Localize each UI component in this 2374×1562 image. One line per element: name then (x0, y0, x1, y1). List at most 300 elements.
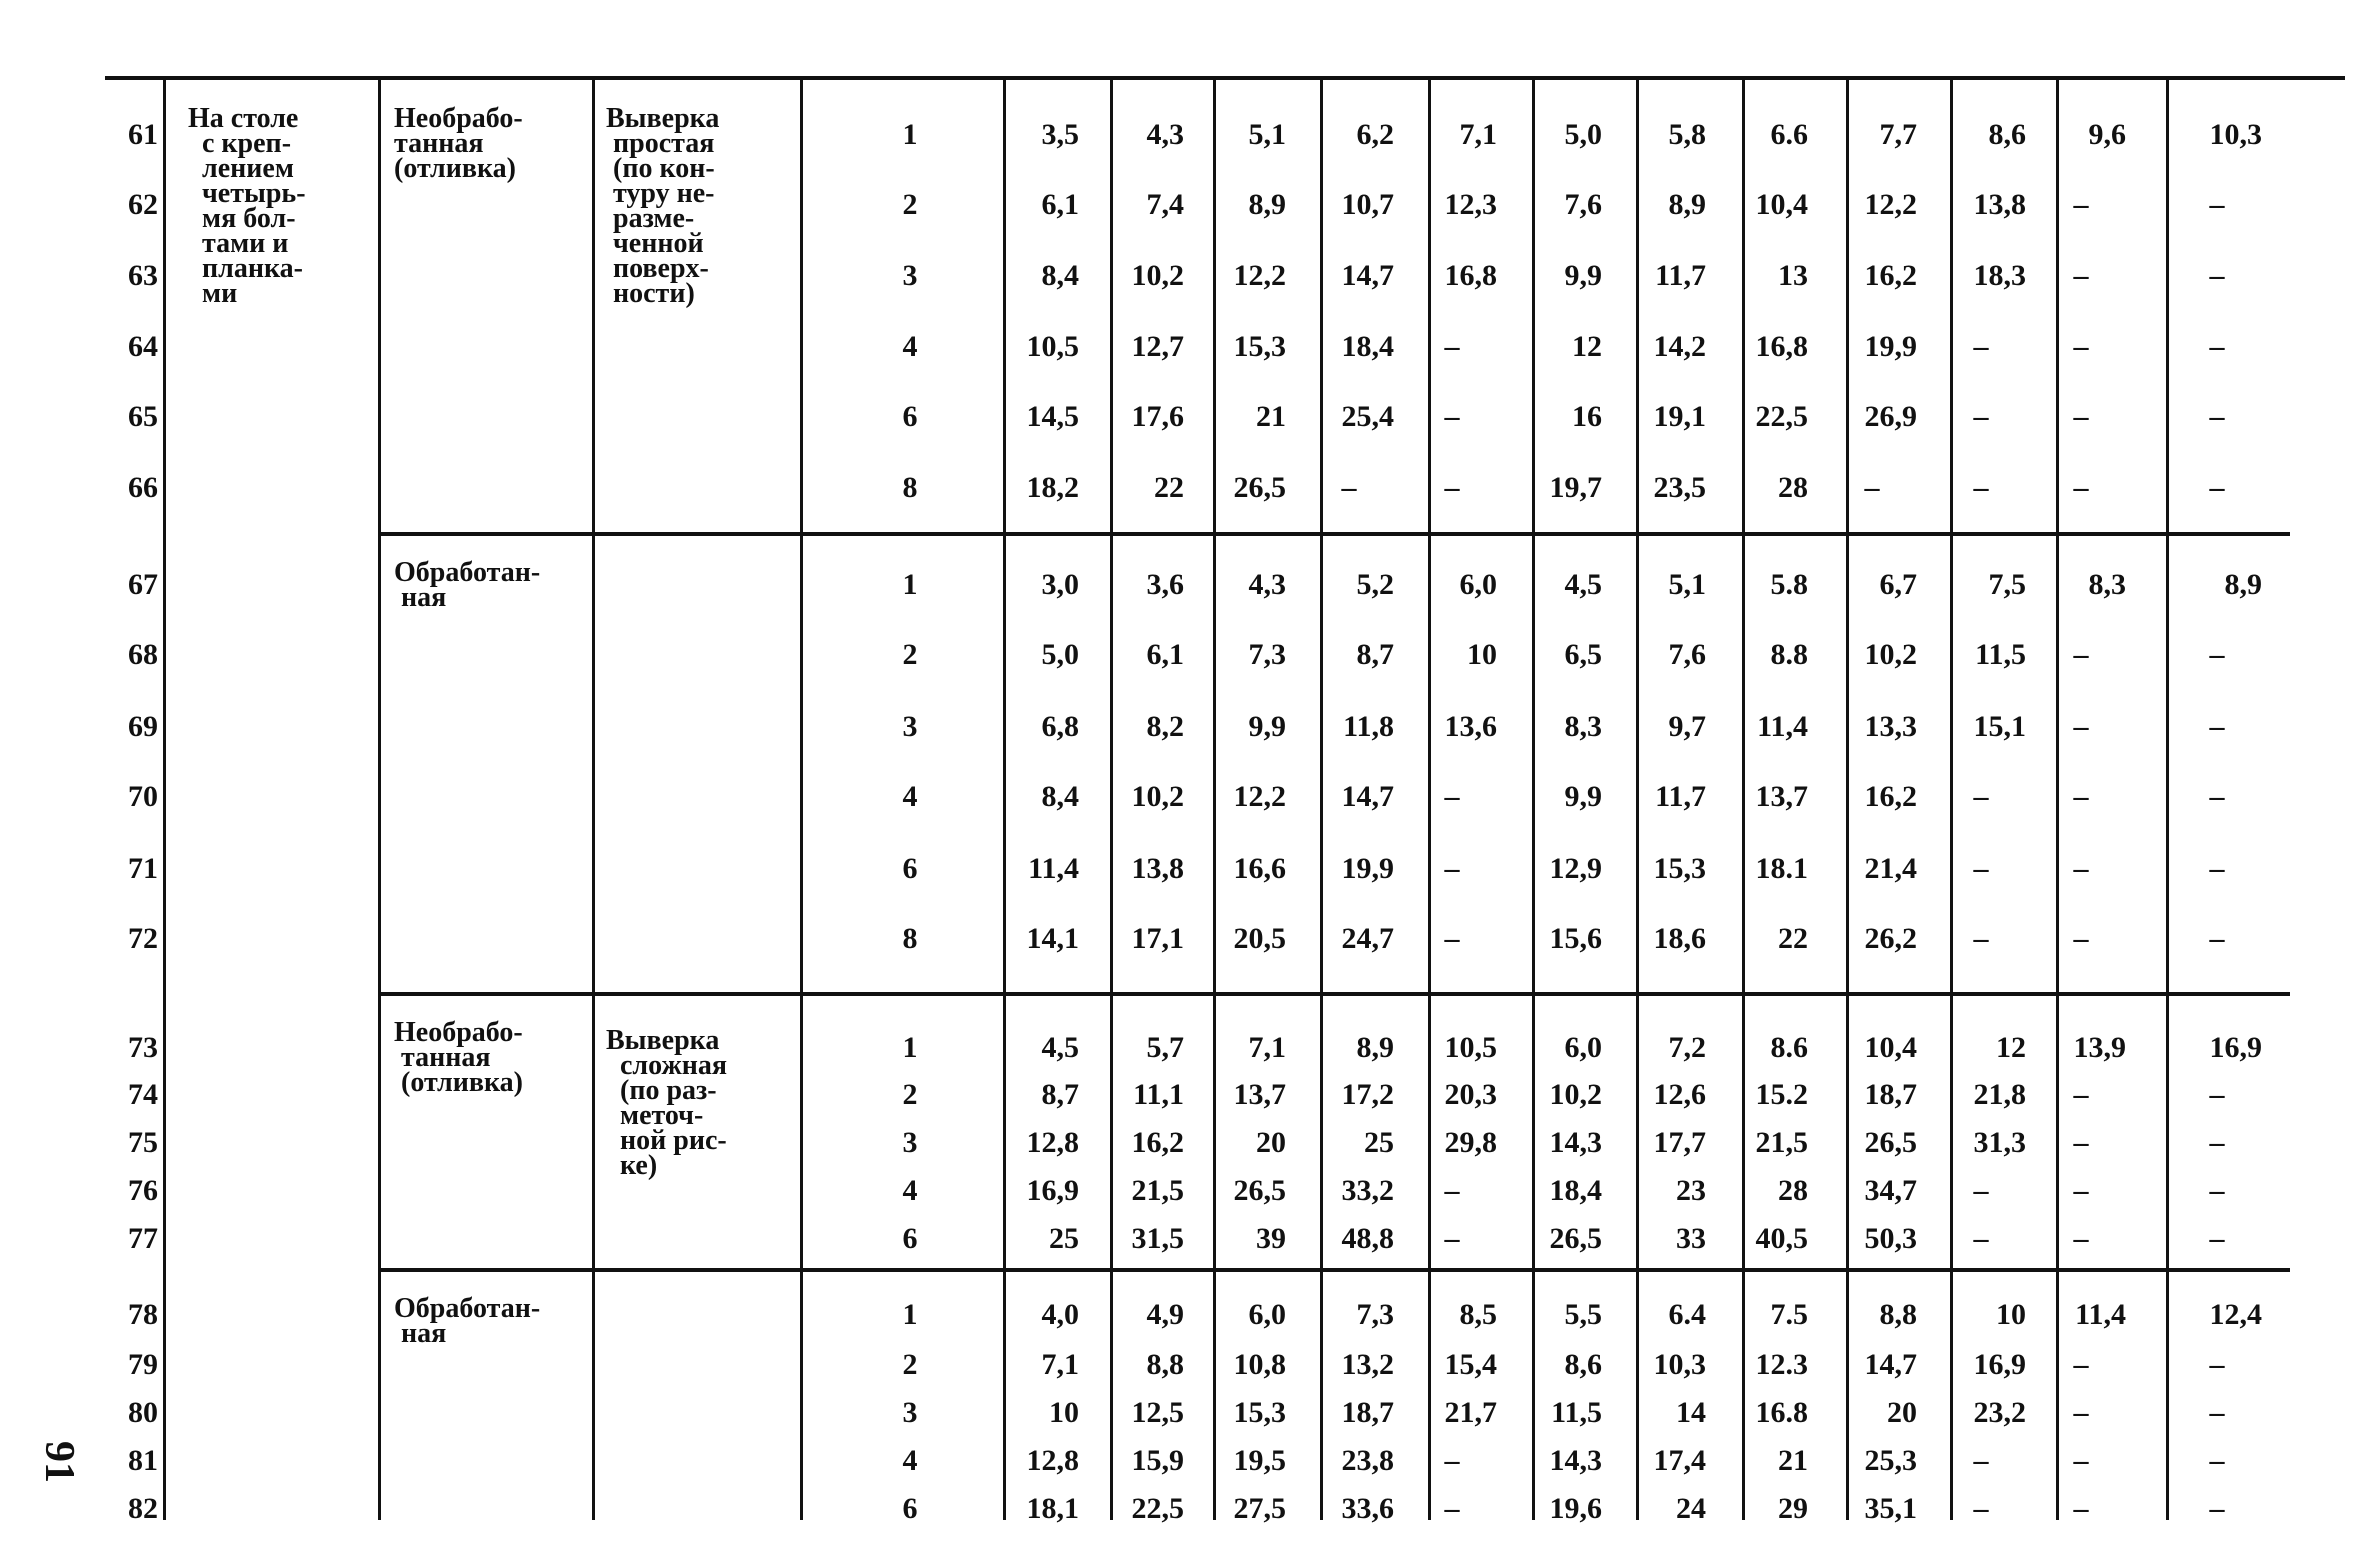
row-key: 1 (902, 568, 918, 601)
table-cell: 12,5 (1131, 1396, 1184, 1429)
table-cell: 20,3 (1444, 1078, 1497, 1111)
table-cell: – (1444, 780, 1460, 813)
table-cell: 12,6 (1653, 1078, 1706, 1111)
column-rule (800, 80, 803, 1520)
table-cell: 16,9 (2209, 1031, 2262, 1064)
table-cell: 7,5 (1988, 568, 2026, 601)
table-cell: 8,2 (1146, 710, 1184, 743)
top-rule (105, 76, 2345, 80)
table-cell: 4,3 (1248, 568, 1286, 601)
table-cell: 6,1 (1041, 188, 1079, 221)
table-cell: 12 (1996, 1031, 2026, 1064)
row-key: 1 (902, 1298, 918, 1331)
table-cell: 7,1 (1248, 1031, 1286, 1064)
row-number: 78 (128, 1298, 158, 1331)
table-cell: 22 (1154, 471, 1184, 504)
table-cell: 12,3 (1444, 188, 1497, 221)
table-cell: 7,2 (1668, 1031, 1706, 1064)
table-cell: 13,2 (1341, 1348, 1394, 1381)
table-cell: – (1444, 1492, 1460, 1525)
table-cell: 10,5 (1026, 330, 1079, 363)
table-cell: 19,9 (1341, 852, 1394, 885)
table-cell: 35,1 (1864, 1492, 1917, 1525)
table-cell: – (1973, 1492, 1989, 1525)
table-cell: 31,3 (1973, 1126, 2026, 1159)
table-cell: – (2209, 400, 2225, 433)
table-cell: – (1444, 1174, 1460, 1207)
table-cell: – (1973, 852, 1989, 885)
table-cell: – (2209, 188, 2225, 221)
row-key: 3 (902, 1126, 918, 1159)
table-cell: 25 (1049, 1222, 1079, 1255)
table-cell: 21,7 (1444, 1396, 1497, 1429)
row-number: 73 (128, 1031, 158, 1064)
table-cell: – (2209, 1348, 2225, 1381)
table-cell: 3,0 (1041, 568, 1079, 601)
table-cell: 12,4 (2209, 1298, 2262, 1331)
table-cell: 16,9 (1026, 1174, 1079, 1207)
table-cell: 7,7 (1879, 118, 1917, 151)
table-cell: 9,7 (1668, 710, 1706, 743)
table-cell: 6,1 (1146, 638, 1184, 671)
table-cell: 5,8 (1668, 118, 1706, 151)
table-cell: – (2209, 710, 2225, 743)
table-cell: 26,5 (1233, 1174, 1286, 1207)
table-cell: 15,3 (1653, 852, 1706, 885)
table-cell: 23,5 (1653, 471, 1706, 504)
table-cell: 3,5 (1041, 118, 1079, 151)
table-cell: 5,0 (1041, 638, 1079, 671)
table-cell: 25 (1364, 1126, 1394, 1159)
table-cell: 12,2 (1233, 780, 1286, 813)
table-cell: 40,5 (1755, 1222, 1808, 1255)
row-key: 1 (902, 1031, 918, 1064)
row-number: 77 (128, 1222, 158, 1255)
column-rule (592, 80, 595, 1520)
table-cell: 8.6 (1770, 1031, 1808, 1064)
table-cell: 25,4 (1341, 400, 1394, 433)
table-cell: 8,4 (1041, 259, 1079, 292)
table-cell: – (1444, 852, 1460, 885)
table-cell: – (1444, 922, 1460, 955)
table-cell: – (1973, 330, 1989, 363)
row-number: 81 (128, 1444, 158, 1477)
row-key: 3 (902, 710, 918, 743)
table-cell: – (1444, 1222, 1460, 1255)
table-cell: – (1341, 471, 1357, 504)
table-cell: 12,9 (1549, 852, 1602, 885)
table-cell: – (2073, 1444, 2089, 1477)
table-cell: 16,2 (1131, 1126, 1184, 1159)
table-cell: 11,5 (1975, 638, 2026, 671)
table-cell: 6,0 (1248, 1298, 1286, 1331)
table-cell: – (1444, 471, 1460, 504)
check-method-label: Выверка сложная (по раз- меточ- ной рис- ке) (606, 1025, 728, 1181)
table-cell: 33,2 (1341, 1174, 1394, 1207)
table-cell: 23,2 (1973, 1396, 2026, 1429)
table-cell: 8.8 (1770, 638, 1808, 671)
table-cell: 6.6 (1770, 118, 1808, 151)
table-cell: 13,3 (1864, 710, 1917, 743)
table-cell: 8,9 (1248, 188, 1286, 221)
table-cell: 21,8 (1973, 1078, 2026, 1111)
table-cell: 10,5 (1444, 1031, 1497, 1064)
table-cell: 26,2 (1864, 922, 1917, 955)
table-cell: 10,3 (1653, 1348, 1706, 1381)
group-rule (378, 992, 2290, 996)
table-cell: 50,3 (1864, 1222, 1917, 1255)
table-cell: – (1444, 400, 1460, 433)
table-cell: 8,8 (1879, 1298, 1917, 1331)
table-cell: – (2209, 1396, 2225, 1429)
table-cell: 6.4 (1668, 1298, 1706, 1331)
table-cell: 14,1 (1026, 922, 1079, 955)
table-cell: 5,1 (1248, 118, 1286, 151)
table-cell: – (1973, 400, 1989, 433)
table-cell: – (2209, 1078, 2225, 1111)
table-cell: 22,5 (1131, 1492, 1184, 1525)
table-cell: 13 (1778, 259, 1808, 292)
table-cell: 11,4 (1757, 710, 1808, 743)
table-cell: 12.3 (1755, 1348, 1808, 1381)
row-number: 65 (128, 400, 158, 433)
table-cell: 48,8 (1341, 1222, 1394, 1255)
table-cell: 16.8 (1755, 1396, 1808, 1429)
table-cell: – (2073, 710, 2089, 743)
table-cell: 9,6 (2088, 118, 2126, 151)
table-cell: 7,1 (1041, 1348, 1079, 1381)
table-cell: – (2073, 852, 2089, 885)
table-cell: 19,6 (1549, 1492, 1602, 1525)
table-cell: 8,3 (2088, 568, 2126, 601)
table-cell: 27,5 (1233, 1492, 1286, 1525)
table-cell: 26,5 (1549, 1222, 1602, 1255)
table-cell: – (2073, 259, 2089, 292)
table-cell: – (2073, 1174, 2089, 1207)
row-number: 64 (128, 330, 158, 363)
table-cell: 10,2 (1549, 1078, 1602, 1111)
table-cell: 28 (1778, 471, 1808, 504)
table-cell: – (2073, 1222, 2089, 1255)
table-cell: 7,6 (1668, 638, 1706, 671)
table-cell: 15,1 (1973, 710, 2026, 743)
table-cell: 4,3 (1146, 118, 1184, 151)
table-cell: 24 (1676, 1492, 1706, 1525)
table-cell: 6,7 (1879, 568, 1917, 601)
surface-label: Обработан- ная (394, 557, 541, 613)
table-cell: – (2209, 852, 2225, 885)
row-key: 6 (902, 1492, 918, 1525)
table-cell: 17,2 (1341, 1078, 1394, 1111)
table-cell: 11,8 (1343, 710, 1394, 743)
table-cell: 9,9 (1564, 780, 1602, 813)
table-cell: 22,5 (1755, 400, 1808, 433)
table-cell: 20 (1887, 1396, 1917, 1429)
table-cell: 14,3 (1549, 1126, 1602, 1159)
table-cell: 28 (1778, 1174, 1808, 1207)
table-cell: 10,3 (2209, 118, 2262, 151)
table-cell: 6,8 (1041, 710, 1079, 743)
table-cell: 12,8 (1026, 1444, 1079, 1477)
table-cell: – (1973, 922, 1989, 955)
table-cell: – (2073, 780, 2089, 813)
table-cell: 16,9 (1973, 1348, 2026, 1381)
table-cell: 14,5 (1026, 400, 1079, 433)
table-cell: 6,2 (1356, 118, 1394, 151)
table-cell: 21 (1778, 1444, 1808, 1477)
table-cell: 4,0 (1041, 1298, 1079, 1331)
table-cell: – (2073, 1126, 2089, 1159)
table-cell: – (2073, 188, 2089, 221)
row-key: 2 (902, 1078, 918, 1111)
surface-label: Обработан- ная (394, 1293, 541, 1349)
table-cell: 10,2 (1864, 638, 1917, 671)
table-cell: 15,3 (1233, 1396, 1286, 1429)
table-cell: 18,6 (1653, 922, 1706, 955)
table-cell: 4,9 (1146, 1298, 1184, 1331)
table-cell: 13,7 (1233, 1078, 1286, 1111)
table-cell: 11,1 (1133, 1078, 1184, 1111)
row-key: 6 (902, 1222, 918, 1255)
table-cell: 18,7 (1341, 1396, 1394, 1429)
table-cell: 8,7 (1356, 638, 1394, 671)
surface-label: Необрабо- танная (отливка) (394, 1017, 524, 1098)
table-cell: 12,2 (1864, 188, 1917, 221)
table-cell: 11,7 (1655, 780, 1706, 813)
table-cell: 39 (1256, 1222, 1286, 1255)
table-cell: 20,5 (1233, 922, 1286, 955)
row-key: 1 (902, 118, 918, 151)
table-cell: 19,9 (1864, 330, 1917, 363)
table-cell: 13,8 (1131, 852, 1184, 885)
row-key: 6 (902, 852, 918, 885)
row-key: 3 (902, 259, 918, 292)
table-cell: – (1864, 471, 1880, 504)
table-cell: – (1973, 1222, 1989, 1255)
row-number: 75 (128, 1126, 158, 1159)
table-cell: 6,0 (1459, 568, 1497, 601)
table-cell: 16,6 (1233, 852, 1286, 885)
table-cell: 7,6 (1564, 188, 1602, 221)
table-cell: 18,2 (1026, 471, 1079, 504)
table-cell: 10,7 (1341, 188, 1394, 221)
table-cell: 17,4 (1653, 1444, 1706, 1477)
row-number: 71 (128, 852, 158, 885)
table-cell: 8,4 (1041, 780, 1079, 813)
table-cell: 13,7 (1755, 780, 1808, 813)
table-cell: 14 (1676, 1396, 1706, 1429)
table-cell: 8,6 (1988, 118, 2026, 151)
table-cell: 20 (1256, 1126, 1286, 1159)
table-cell: 5,0 (1564, 118, 1602, 151)
table-cell: 18.1 (1755, 852, 1808, 885)
table-cell: 7,3 (1356, 1298, 1394, 1331)
table-cell: – (2209, 1174, 2225, 1207)
table-cell: 15,4 (1444, 1348, 1497, 1381)
table-cell: 29,8 (1444, 1126, 1497, 1159)
table-cell: 18,4 (1549, 1174, 1602, 1207)
table-cell: 19,7 (1549, 471, 1602, 504)
table-cell: 7,4 (1146, 188, 1184, 221)
row-number: 68 (128, 638, 158, 671)
table-cell: 29 (1778, 1492, 1808, 1525)
table-cell: 7,3 (1248, 638, 1286, 671)
table-cell: – (1444, 1444, 1460, 1477)
table-cell: 14,7 (1341, 780, 1394, 813)
table-cell: 31,5 (1131, 1222, 1184, 1255)
row-number: 69 (128, 710, 158, 743)
table-cell: 25,3 (1864, 1444, 1917, 1477)
table-cell: 10 (1996, 1298, 2026, 1331)
table-cell: 33 (1676, 1222, 1706, 1255)
table-cell: 8,7 (1041, 1078, 1079, 1111)
table-cell: 4,5 (1041, 1031, 1079, 1064)
table-cell: 12,7 (1131, 330, 1184, 363)
table-cell: 5,7 (1146, 1031, 1184, 1064)
table-cell: 21 (1256, 400, 1286, 433)
table-cell: – (2209, 638, 2225, 671)
table-cell: 26,9 (1864, 400, 1917, 433)
table-cell: 5.8 (1770, 568, 1808, 601)
row-key: 4 (902, 780, 918, 813)
table-cell: – (2209, 1126, 2225, 1159)
table-cell: 18,1 (1026, 1492, 1079, 1525)
table-cell: 8,9 (2224, 568, 2262, 601)
table-cell: 14,2 (1653, 330, 1706, 363)
row-number: 82 (128, 1492, 158, 1525)
table-cell: – (2073, 638, 2089, 671)
table-cell: 13,9 (2073, 1031, 2126, 1064)
table-cell: 12,8 (1026, 1126, 1079, 1159)
table-cell: – (2209, 471, 2225, 504)
table-cell: 8,6 (1564, 1348, 1602, 1381)
surface-label: Необрабо- танная (отливка) (394, 103, 523, 184)
table-cell: 10,4 (1755, 188, 1808, 221)
table-cell: 14,3 (1549, 1444, 1602, 1477)
row-key: 2 (902, 1348, 918, 1381)
table-cell: 7,1 (1459, 118, 1497, 151)
table-cell: 8,8 (1146, 1348, 1184, 1381)
row-key: 8 (902, 922, 918, 955)
group-rule (378, 1268, 2290, 1272)
table-cell: – (1973, 780, 1989, 813)
row-key: 3 (902, 1396, 918, 1429)
row-number: 61 (128, 118, 158, 151)
table-cell: 16 (1572, 400, 1602, 433)
table-cell: 10,4 (1864, 1031, 1917, 1064)
table-cell: – (2073, 1348, 2089, 1381)
row-number: 74 (128, 1078, 158, 1111)
table-cell: 6,5 (1564, 638, 1602, 671)
group-rule (378, 532, 2290, 536)
row-key: 8 (902, 471, 918, 504)
row-key: 6 (902, 400, 918, 433)
column-rule (163, 80, 166, 1520)
table-cell: 9,9 (1248, 710, 1286, 743)
table-cell: 9,9 (1564, 259, 1602, 292)
table-cell: 34,7 (1864, 1174, 1917, 1207)
table-cell: 23,8 (1341, 1444, 1394, 1477)
table-cell: – (2073, 1078, 2089, 1111)
table-cell: 10,2 (1131, 780, 1184, 813)
row-key: 4 (902, 1444, 918, 1477)
row-key: 2 (902, 188, 918, 221)
table-cell: – (2073, 471, 2089, 504)
table-cell: 22 (1778, 922, 1808, 955)
row-number: 80 (128, 1396, 158, 1429)
table-cell: 10 (1049, 1396, 1079, 1429)
row-key: 4 (902, 330, 918, 363)
table-cell: 5,5 (1564, 1298, 1602, 1331)
table-cell: – (2209, 780, 2225, 813)
table-cell: – (1973, 471, 1989, 504)
table-cell: 13,8 (1973, 188, 2026, 221)
table-cell: 8,3 (1564, 710, 1602, 743)
table-cell: 21,4 (1864, 852, 1917, 885)
row-number: 66 (128, 471, 158, 504)
row-number: 76 (128, 1174, 158, 1207)
table-cell: 7.5 (1770, 1298, 1808, 1331)
table-cell: 5,2 (1356, 568, 1394, 601)
table-cell: – (2073, 922, 2089, 955)
table-cell: 11,5 (1551, 1396, 1602, 1429)
table-cell: 10 (1467, 638, 1497, 671)
table-cell: 19,5 (1233, 1444, 1286, 1477)
table-cell: 26,5 (1233, 471, 1286, 504)
table-cell: – (2209, 330, 2225, 363)
table-cell: 15,3 (1233, 330, 1286, 363)
table-cell: 10,2 (1131, 259, 1184, 292)
table-cell: – (2073, 400, 2089, 433)
table-cell: 17,7 (1653, 1126, 1706, 1159)
table-cell: 18,7 (1864, 1078, 1917, 1111)
row-number: 62 (128, 188, 158, 221)
table-cell: 3,6 (1146, 568, 1184, 601)
table-cell: 15,9 (1131, 1444, 1184, 1477)
table-cell: 8,9 (1668, 188, 1706, 221)
table-cell: 16,2 (1864, 259, 1917, 292)
table-cell: 4,5 (1564, 568, 1602, 601)
table-cell: 18,3 (1973, 259, 2026, 292)
table-cell: 26,5 (1864, 1126, 1917, 1159)
table-cell: – (2209, 1222, 2225, 1255)
table-cell: – (1973, 1174, 1989, 1207)
table-cell: 5,1 (1668, 568, 1706, 601)
table-cell: – (2073, 330, 2089, 363)
row-number: 79 (128, 1348, 158, 1381)
table-cell: 14,7 (1864, 1348, 1917, 1381)
table-cell: 24,7 (1341, 922, 1394, 955)
table-cell: – (2209, 259, 2225, 292)
table-cell: 17,6 (1131, 400, 1184, 433)
table-cell: 14,7 (1341, 259, 1394, 292)
table-cell: – (1444, 330, 1460, 363)
table-cell: – (1973, 1444, 1989, 1477)
table-cell: 21,5 (1131, 1174, 1184, 1207)
row-key: 4 (902, 1174, 918, 1207)
table-cell: 11,4 (2075, 1298, 2126, 1331)
table-cell: 21,5 (1755, 1126, 1808, 1159)
column-rule (378, 80, 381, 1520)
table-cell: 11,4 (1028, 852, 1079, 885)
table-cell: – (2209, 922, 2225, 955)
table-cell: – (2209, 1492, 2225, 1525)
table-cell: – (2073, 1396, 2089, 1429)
row-number: 63 (128, 259, 158, 292)
row-key: 2 (902, 638, 918, 671)
table-cell: 17,1 (1131, 922, 1184, 955)
table-cell: 8,5 (1459, 1298, 1497, 1331)
